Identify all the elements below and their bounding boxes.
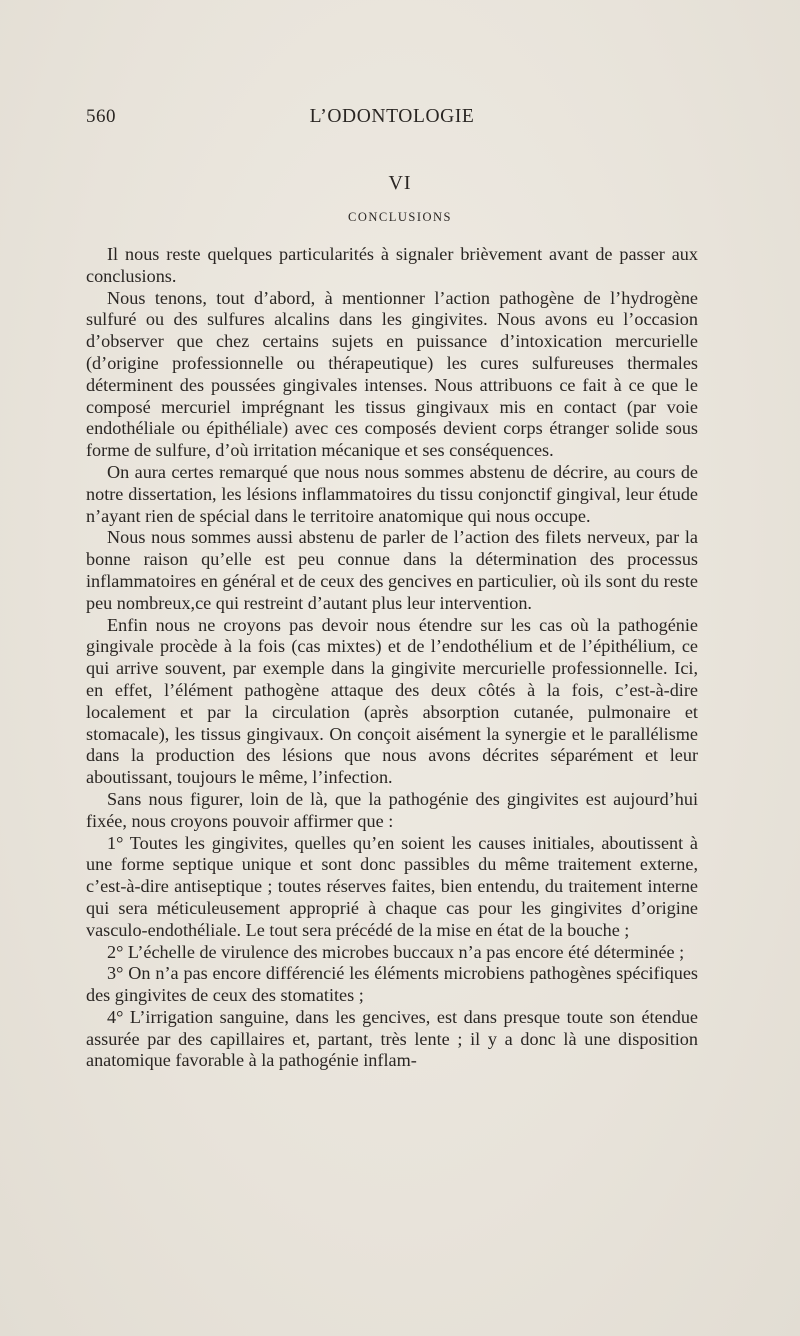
list-item: 4° L’irrigation sanguine, dans les gencives, est dans presque toute son étendue assurée par des capillaires et, partant, très lente ; il y a donc là une disposition anatomique favorable à la pathogénie inflam-	[86, 1006, 698, 1071]
paragraph: Nous nous sommes aussi abstenu de parler de l’action des filets nerveux, par la bonne raison qu’elle est peu connue dans la détermination des processus inflammatoires en général et de ceux des gencives en particulier, où ils sont du reste peu nombreux,ce qui restreint d’autant plus leur intervention.	[86, 527, 698, 613]
body-text	[86, 244, 698, 1072]
paragraph: Nous tenons, tout d’abord, à mentionner l’action pathogène de l’hydrogène sulfuré ou des sulfures alcalins dans les gingivites. Nous avons eu l’occasion d’observer que chez certains sujets en puissance d’intoxication mercurielle (d’origine professionnelle ou thérapeutique) les cures sulfureuses thermales déterminent des poussées gingivales intenses. Nous attribuons ce fait à ce que le composé mercuriel imprégnant les tissus gingivaux mis en contact (par voie endothéliale ou épithéliale) avec ces composés devient corps étranger solide sous forme de sulfure, d’où irritation mécanique et ses conséquences.	[86, 287, 698, 461]
page-header	[86, 106, 698, 136]
section-number: VI	[388, 172, 412, 194]
list-item: 2° L’échelle de virulence des microbes buccaux n’a pas encore été déterminée ;	[107, 941, 685, 962]
paragraph: Enfin nous ne croyons pas devoir nous étendre sur les cas où la pathogénie gingivale procède à la fois (cas mixtes) et de l’endothélium et de l’épithélium, ce qui arrive souvent, par exemple dans la gingivite mercurielle professionnelle. Ici, en effet, l’élément pathogène attaque des deux côtés à la fois, c’est-à-dire localement et par la circulation (après absorption cutanée, pulmonaire et stomacale), les tissus gingivaux. On conçoit aisément la synergie et le parallélisme dans la production des lésions que nous avons décrites séparément et leur aboutissant, toujours le même, l’infection.	[86, 614, 698, 788]
page-number: 560	[86, 106, 116, 127]
paragraph: On aura certes remarqué que nous nous sommes abstenu de décrire, au cours de notre dissertation, les lésions inflammatoires du tissu conjonctif gingival, leur étude n’ayant rien de spécial dans le territoire anatomique qui nous occupe.	[86, 461, 698, 526]
running-title: L’ODONTOLOGIE	[309, 106, 475, 127]
section-title: CONCLUSIONS	[347, 210, 452, 224]
paragraph: Sans nous figurer, loin de là, que la pathogénie des gingivites est aujourd’hui fixée, nous croyons pouvoir affirmer que :	[86, 788, 698, 831]
paragraph: Il nous reste quelques particularités à signaler brièvement avant de passer aux conclusions.	[86, 244, 698, 286]
list-item: 3° On n’a pas encore différencié les éléments microbiens pathogènes spécifiques des gingivites de ceux des stomatites ;	[86, 963, 698, 1006]
list-item: 1° Toutes les gingivites, quelles qu’en soient les causes initiales, aboutissent à une forme septique unique et sont donc passibles du même traitement externe, c’est-à-dire antiseptique ; toutes réserves faites, bien entendu, du traitement interne qui sera méticuleusement approprié à chaque cas pour les gingivites d’origine vasculo-endothéliale. Le tout sera précédé de la mise en état de la bouche ;	[86, 832, 698, 940]
